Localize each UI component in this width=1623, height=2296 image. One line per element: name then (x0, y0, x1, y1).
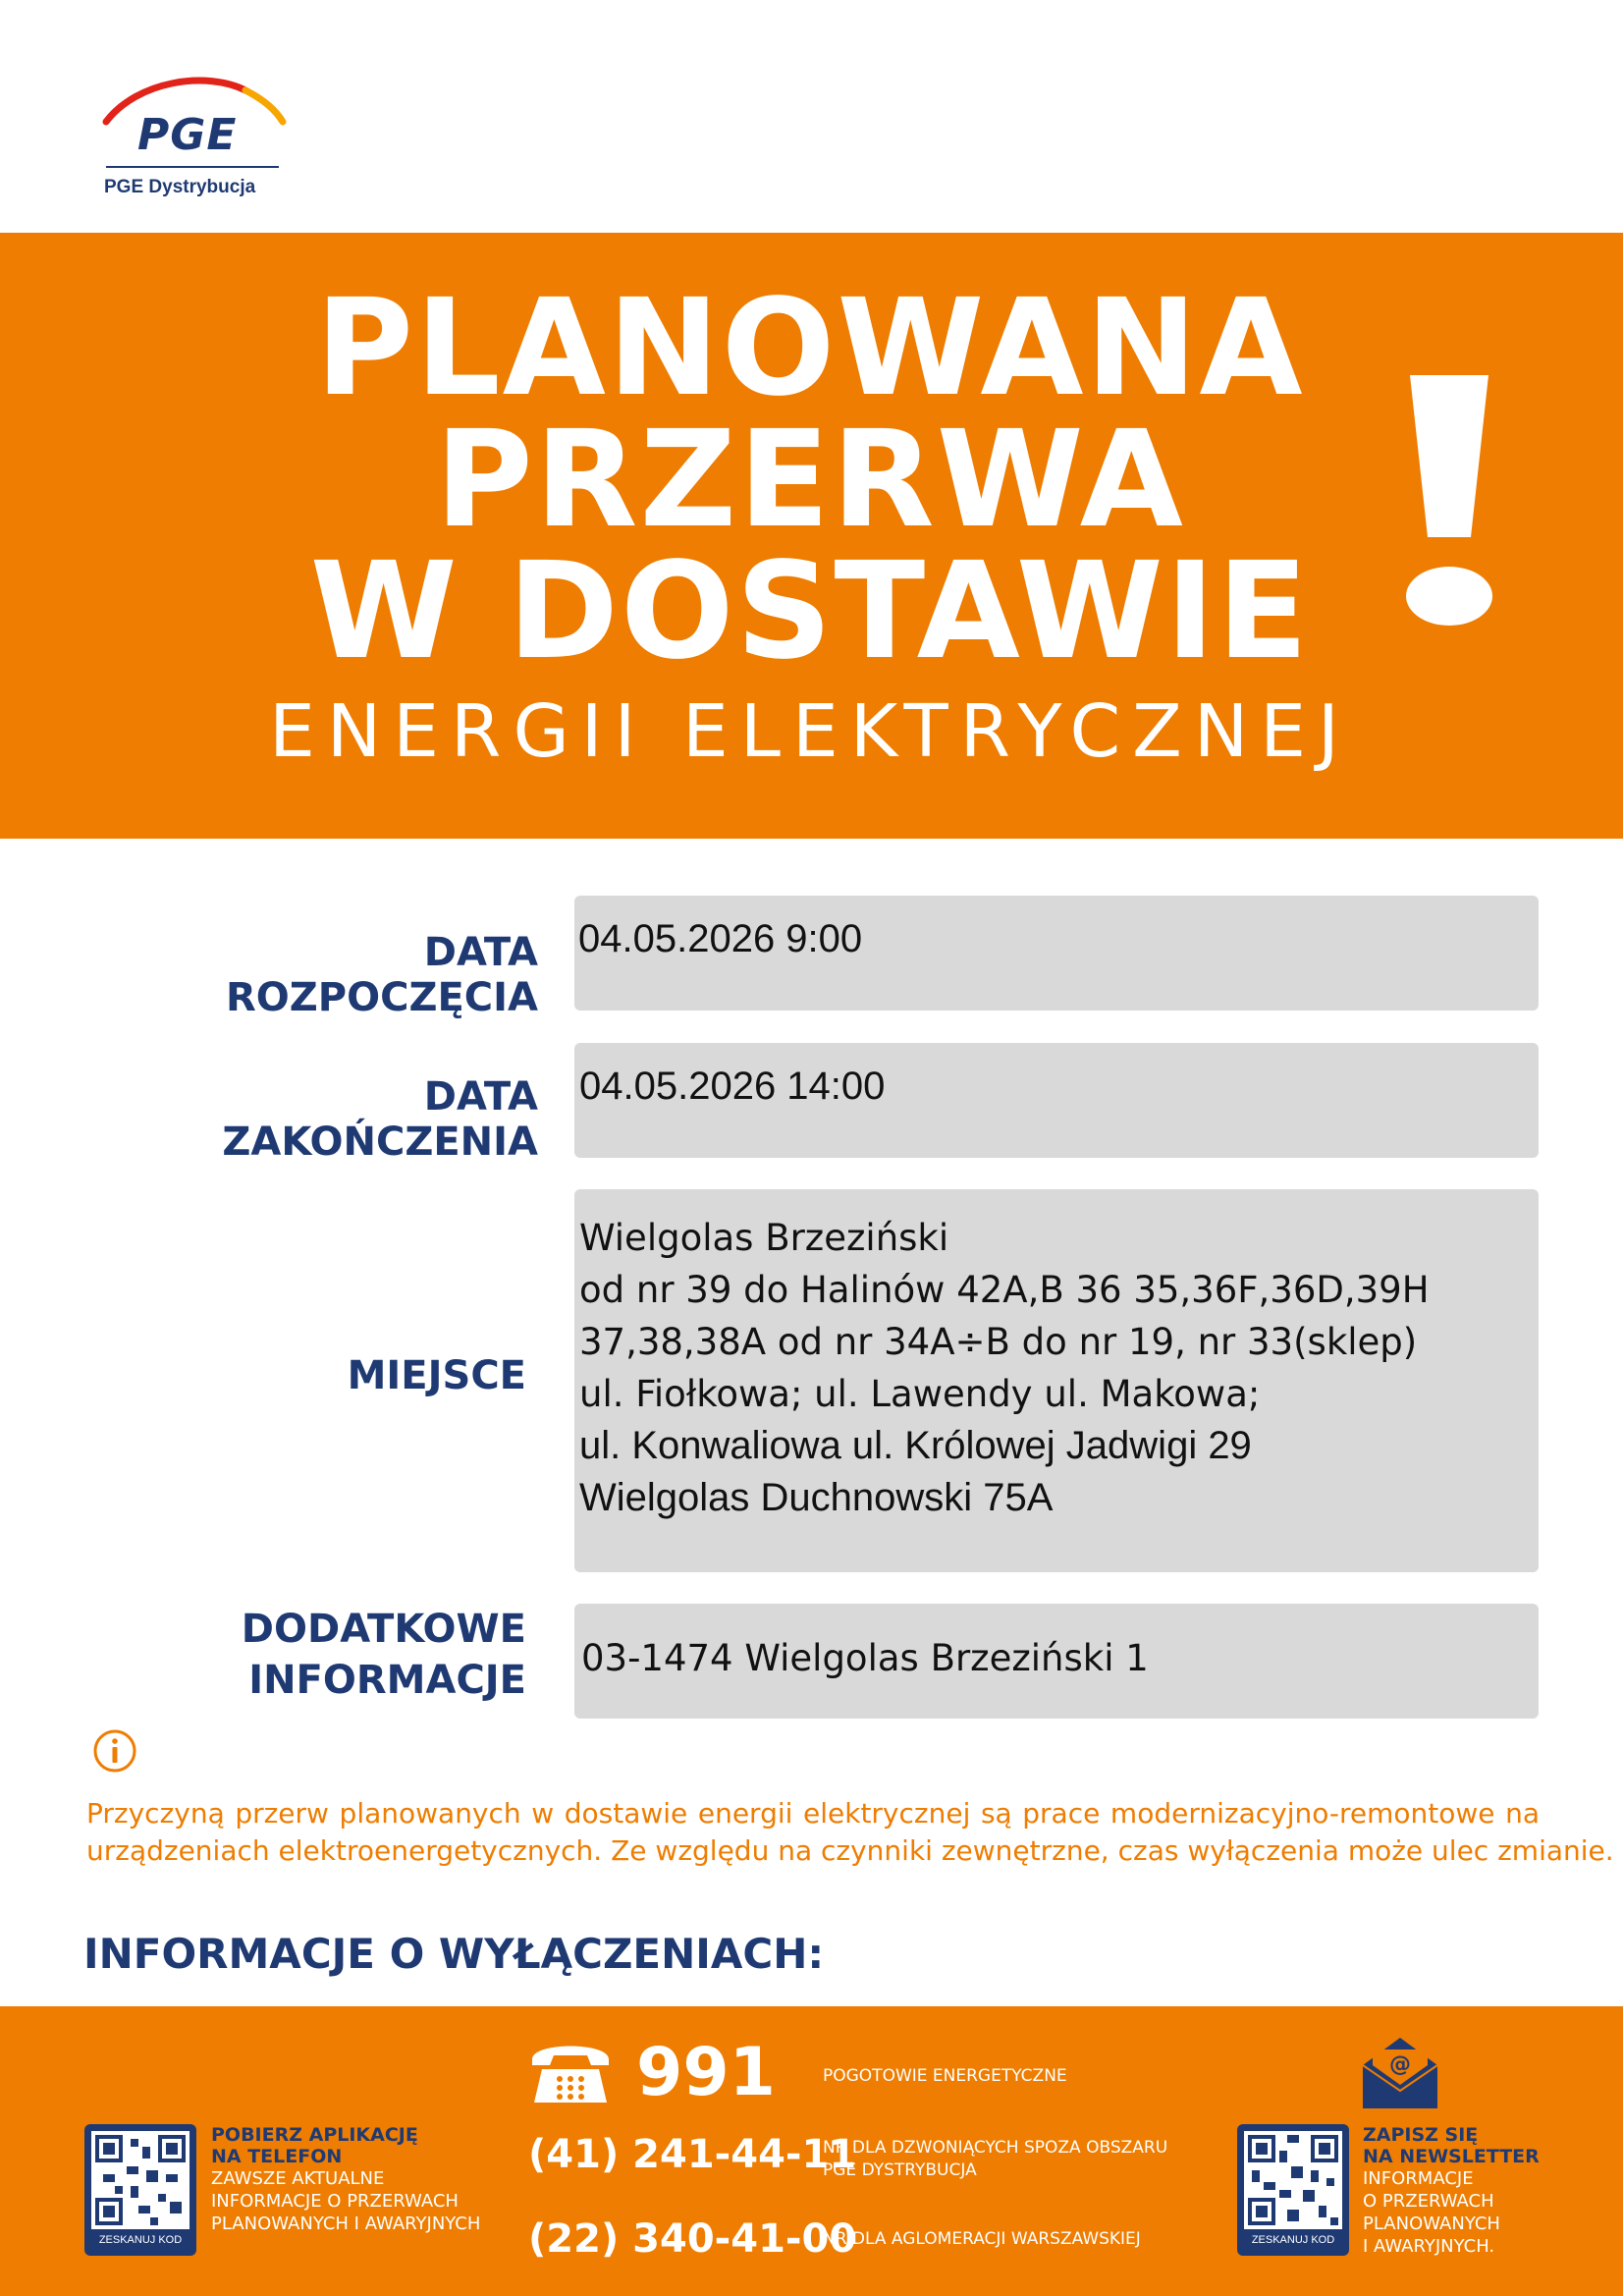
app-title-2: NA TELEFON (211, 2146, 343, 2167)
extra-info-box (574, 1604, 1539, 1719)
start-date-box (574, 896, 1539, 1011)
info-icon (92, 1728, 137, 1774)
extra-info-value: 03-1474 Wielgolas Brzeziński 1 (581, 1637, 1149, 1679)
emergency-number[interactable]: 991 (636, 2034, 776, 2111)
extra-info-label (114, 1604, 526, 1706)
extra-info-label-line-2: INFORMACJE (248, 1658, 526, 1703)
exclamation-icon (1406, 375, 1492, 626)
logo-mark: PGE (137, 110, 238, 160)
outside-number[interactable]: (41) 241-44-11 (528, 2132, 857, 2177)
end-date-value: 04.05.2026 14:00 (579, 1065, 886, 1108)
app-desc-2: INFORMACJE O PRZERWACH (211, 2191, 459, 2212)
start-date-label: DATA ROZPOCZĘCIA (225, 930, 538, 1020)
end-date-label: DATA ZAKOŃCZENIA (222, 1074, 538, 1165)
place-line: 37,38,38A od nr 34A÷B do nr 19, nr 33(sklep) (579, 1321, 1418, 1363)
title-line-2: PRZERWA (435, 403, 1185, 558)
place-label: MIEJSCE (347, 1353, 526, 1398)
envelope-icon (1361, 2036, 1439, 2110)
disclaimer-line-2: urządzeniach elektroenergetycznych. Ze względu na czynniki zewnętrzne, czas wyłączenia może ulec zmianie. (86, 1834, 1614, 1867)
app-desc-3: PLANOWANYCH I AWARYJNYCH (211, 2214, 481, 2234)
qr-code-icon (91, 2131, 189, 2229)
outage-info-heading: INFORMACJE O WYŁĄCZENIACH: (83, 1930, 825, 1978)
extra-info-label-line-1: DODATKOWE (241, 1607, 526, 1652)
contact-footer (0, 2006, 1623, 2296)
place-line: Wielgolas Duchnowski 75A (579, 1476, 1054, 1519)
newsletter-desc-4: I AWARYJNYCH. (1363, 2236, 1495, 2257)
place-box (574, 1189, 1539, 1572)
newsletter-desc-1: INFORMACJE (1363, 2168, 1474, 2189)
title-line-1: PLANOWANA (315, 271, 1305, 426)
outside-label-1: NR DLA DZWONIĄCYCH SPOZA OBSZARU (823, 2138, 1168, 2158)
title-banner (0, 233, 1623, 839)
emergency-label: POGOTOWIE ENERGETYCZNE (823, 2066, 1067, 2086)
app-qr-caption: ZESKANUJ KOD (98, 2234, 183, 2246)
newsletter-qr-caption: ZESKANUJ KOD (1251, 2234, 1335, 2246)
logo-divider (106, 166, 279, 168)
newsletter-desc-3: PLANOWANYCH (1363, 2214, 1500, 2234)
qr-code-icon (1244, 2131, 1342, 2229)
warsaw-number[interactable]: (22) 340-41-00 (528, 2216, 857, 2262)
warsaw-label: NR DLA AGLOMERACJI WARSZAWSKIEJ (823, 2229, 1141, 2249)
app-title-1: POBIERZ APLIKACJĘ (211, 2124, 418, 2146)
place-line: ul. Fiołkowa; ul. Lawendy ul. Makowa; (579, 1373, 1261, 1415)
newsletter-qr-code[interactable] (1237, 2124, 1349, 2256)
end-date-box (574, 1043, 1539, 1158)
disclaimer-line-1: Przyczyną przerw planowanych w dostawie energii elektrycznej są prace modernizacyjno-remontowe na (86, 1797, 1540, 1830)
logo-subtitle: PGE Dystrybucja (104, 177, 256, 197)
title-line-4: ENERGII ELEKTRYCZNEJ (269, 689, 1351, 774)
newsletter-title-2: NA NEWSLETTER (1363, 2146, 1540, 2167)
newsletter-desc-2: O PRZERWACH (1363, 2191, 1494, 2212)
place-line: ul. Konwaliowa ul. Królowej Jadwigi 29 (579, 1424, 1252, 1467)
outside-label-2: PGE DYSTRYBUCJA (823, 2160, 977, 2180)
app-qr-code[interactable] (84, 2124, 196, 2256)
title-line-3: W DOSTAWIE (309, 534, 1311, 689)
place-line: od nr 39 do Halinów 42A,B 36 35,36F,36D,39H (579, 1269, 1430, 1311)
app-desc-1: ZAWSZE AKTUALNE (211, 2168, 385, 2189)
place-line: Wielgolas Brzeziński (579, 1217, 949, 1259)
phone-icon (528, 2036, 613, 2106)
pge-logo (98, 71, 295, 208)
newsletter-title-1: ZAPISZ SIĘ (1363, 2124, 1479, 2146)
svg-text:@: @ (1389, 2052, 1411, 2077)
start-date-value: 04.05.2026 9:00 (578, 917, 863, 960)
